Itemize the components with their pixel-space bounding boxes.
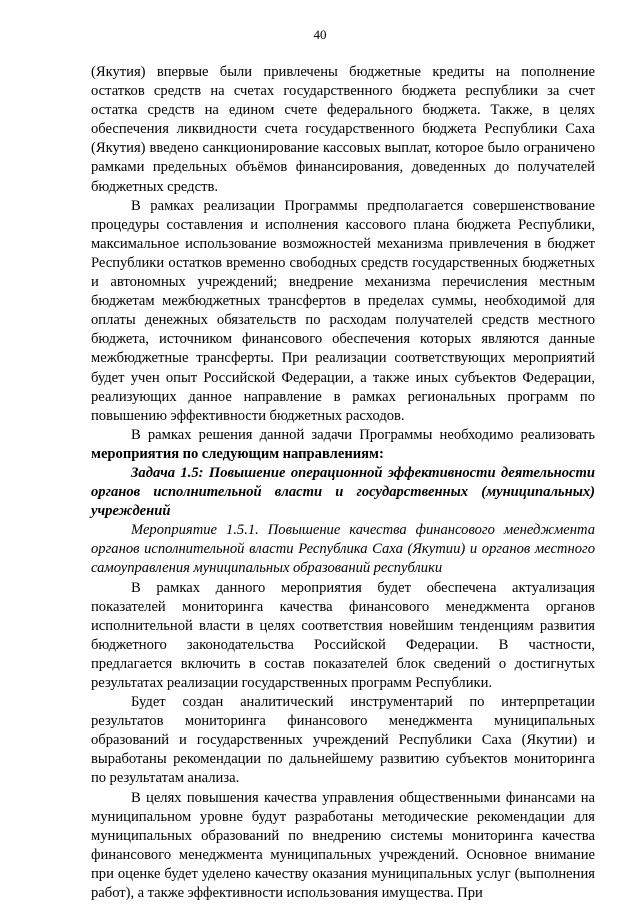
document-body — [91, 63, 595, 903]
paragraph-indicators-update: В рамках данного мероприятия будет обеспечена актуализация показателей мониторинга качества финансового менеджмента органов исполнительной власти в целях соответствия новейшим тенденциям развития бюджетного законодательства Российской Федерации. В частности, предлагается включить в состав показателей блок сведений о достигнутых результатах реализации государственных программ Республики. — [91, 579, 595, 691]
measures-directions-bold: мероприятия по следующим направлениям: — [91, 445, 384, 462]
page-number: 40 — [313, 27, 327, 42]
task-heading: Задача 1.5: Повышение операционной эффективности деятельности органов исполнительной власти и государственных (муниципальных) учреждений — [91, 464, 595, 520]
paragraph-measures-intro — [91, 426, 595, 464]
paragraph-municipal-finance: В целях повышения качества управления общественными финансами на муниципальном уровне будут разработаны методические рекомендации для муниципальных образований по внедрению системы мониторинга качества финансового менеджмента муниципальных учреждений. Основное внимание при оценке будет уделено качеству оказания муниципальных услуг (выполнения работ), а также эффективности использования имущества. При — [91, 789, 595, 902]
measure-heading: Мероприятие 1.5.1. Повышение качества финансового менеджмента органов исполнительной власти Республика Саха (Якутии) и органов местного самоуправления муниципальных образований республики — [91, 522, 595, 577]
measures-intro-text: В рамках решения данной задачи Программы необходимо реализовать — [131, 426, 595, 443]
paragraph-analytical-tools: Будет создан аналитический инструментарий по интерпретации результатов мониторинга финансового менеджмента муниципальных образований и государственных учреждений Республики Саха (Якутии) и выработаны рекомендации по дальнейшему развитию субъектов мониторинга по результатам анализа. — [91, 694, 595, 787]
paragraph-program-improvements: В рамках реализации Программы предполагается совершенствование процедуры составления и исполнения кассового плана бюджета Республики, максимальное использование возможностей механизма привлечения в бюджет Республики остатков временно свободных средств государственных бюджетных и автономных учреждений; внедрение механизма перечисления местным бюджетам межбюджетных трансфертов в пределах суммы, необходимой для оплаты денежных обязательств по расходам получателей средств местного бюджета, источником финансового обеспечения которых являются данные межбюджетные трансферты. При реализации соответствующих мероприятий будет учен опыт Российской Федерации, а также иных субъектов Федерации, реализующих данное направление в рамках региональных программ по повышению эффективности бюджетных расходов. — [91, 197, 595, 424]
paragraph-budget-credits: (Якутия) впервые были привлечены бюджетные кредиты на пополнение остатков средств на счетах государственного бюджета республики за счет остатка средств на едином счете федерального бюджета. Также, в целях обеспечения ликвидности счета государственного бюджета Республики Саха (Якутия) введено санкционирование кассовых выплат, которое было ограничено рамками предельных объёмов финансирования, доведенных до получателей бюджетных средств. — [91, 64, 595, 195]
